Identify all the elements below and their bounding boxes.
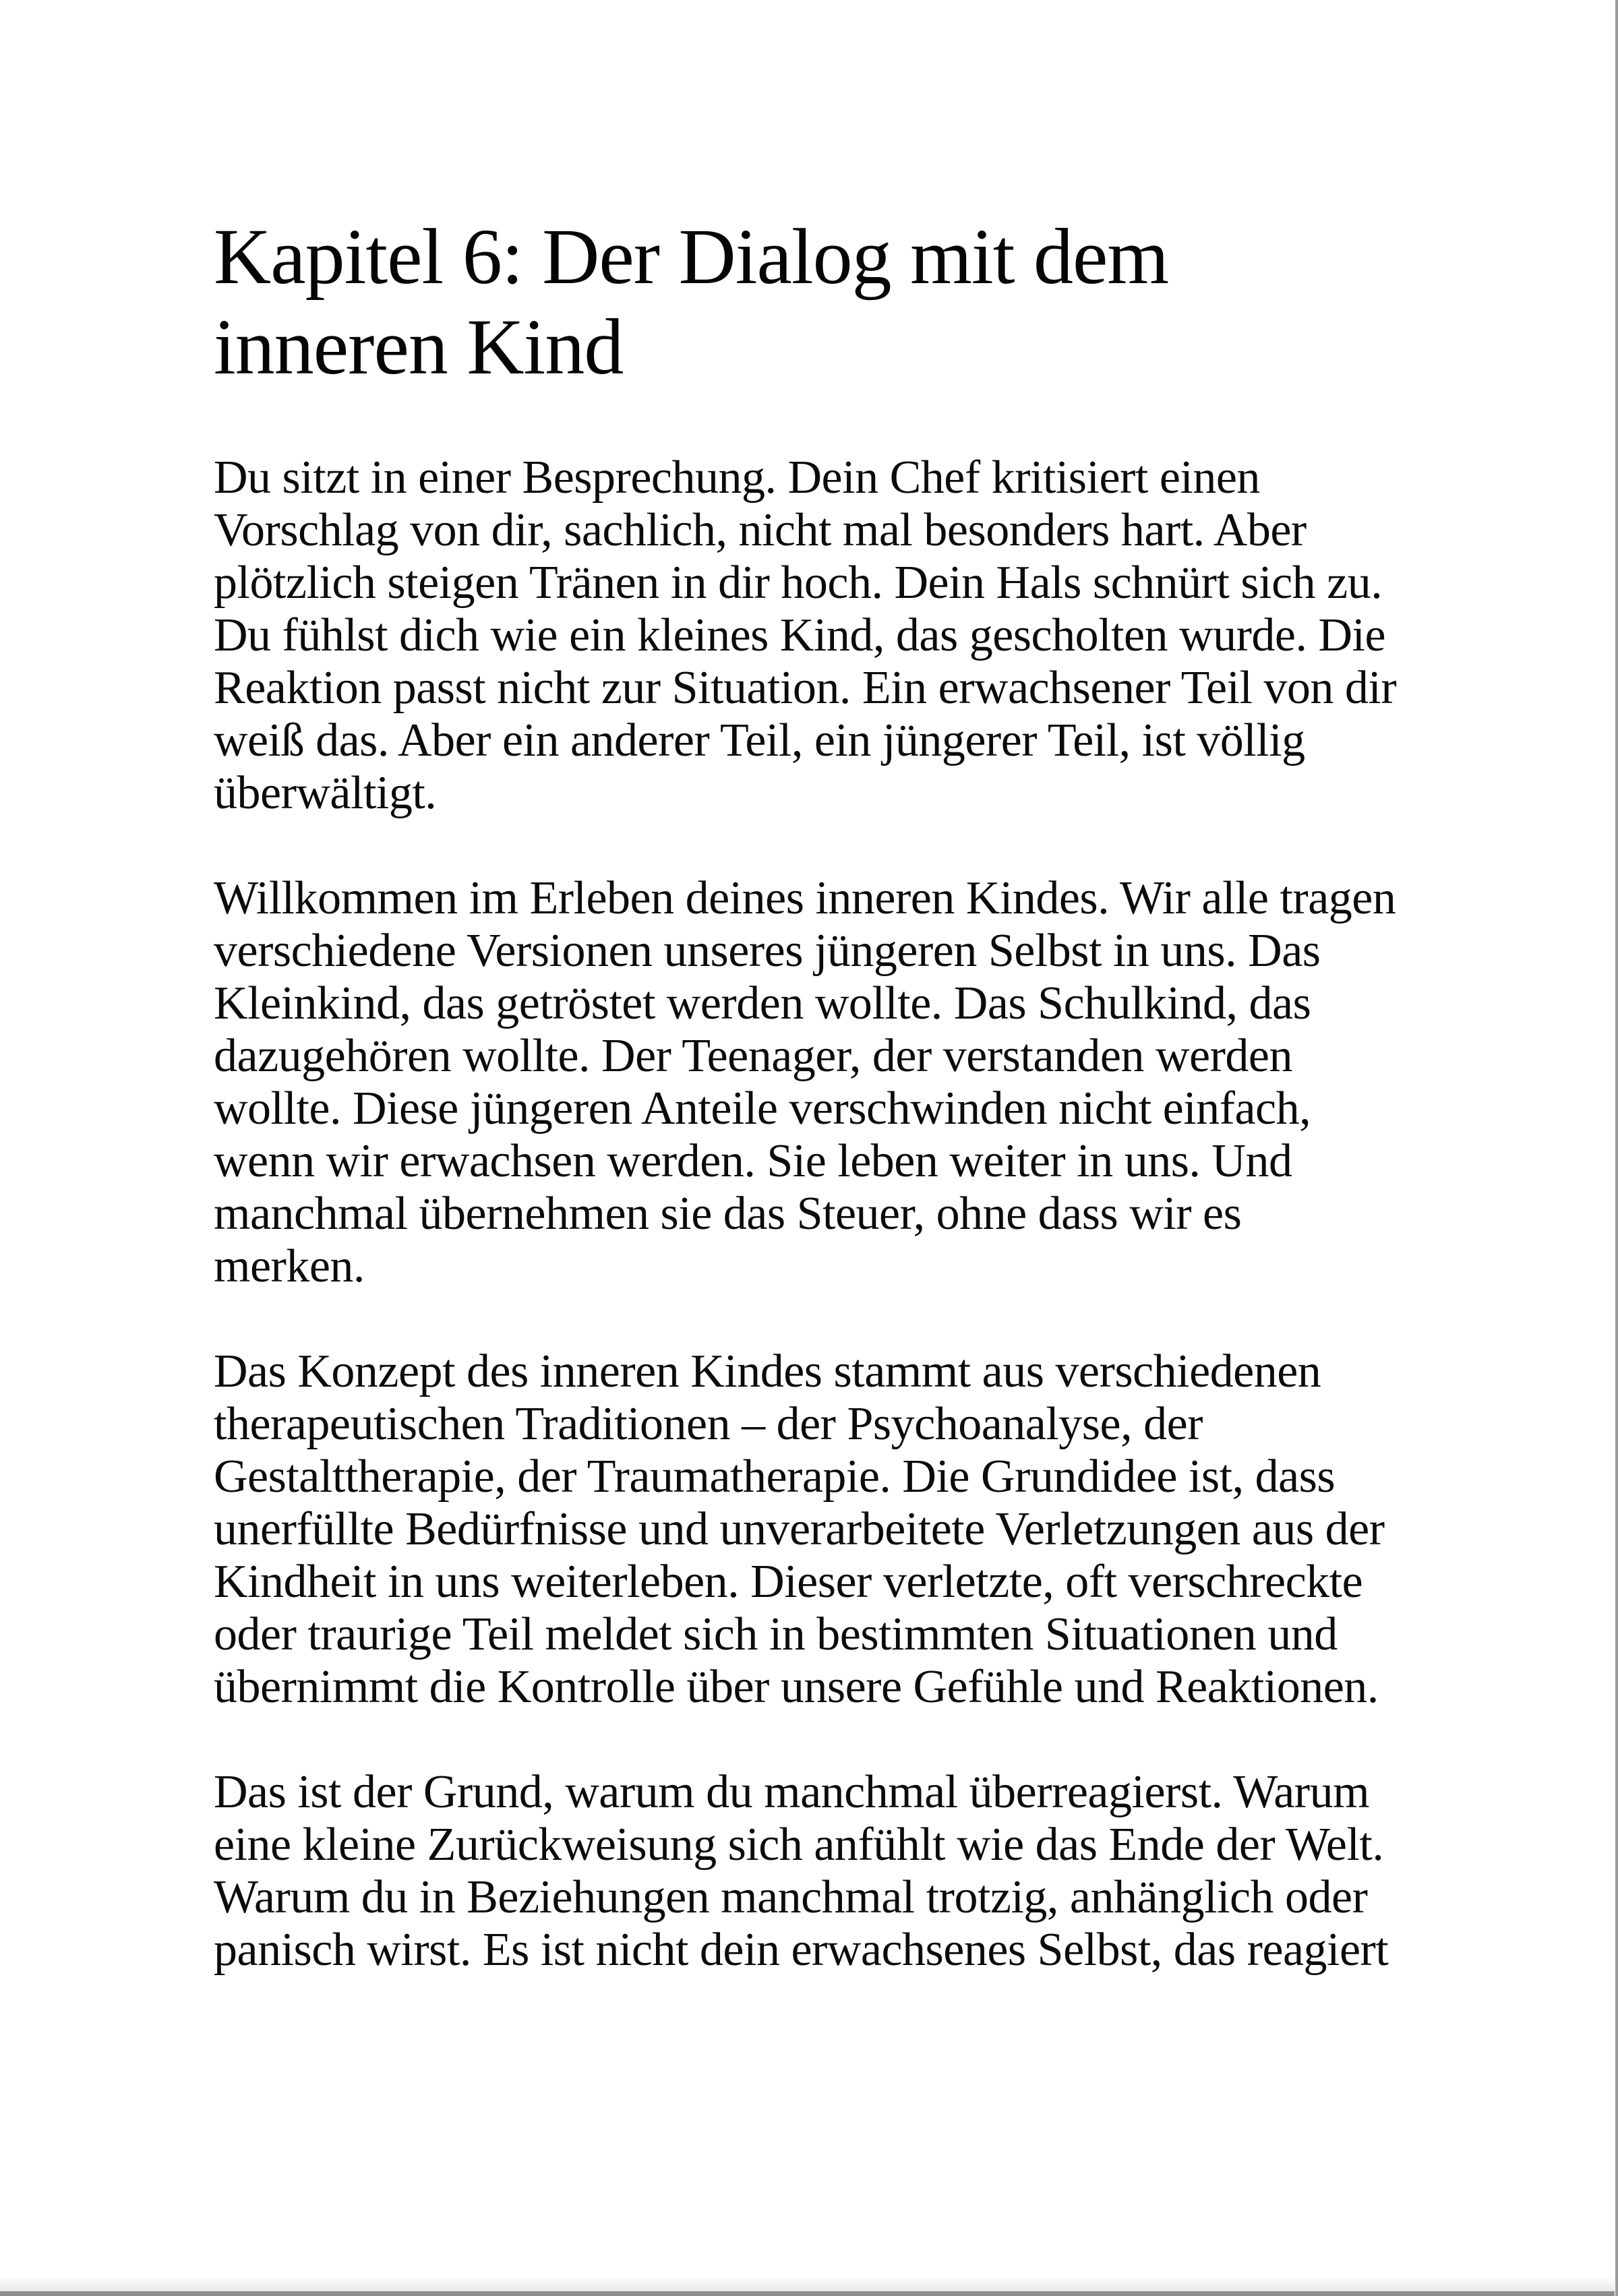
text-line: überwältigt. bbox=[214, 767, 437, 819]
text-line: Willkommen im Erleben deines inneren Kindes. Wir alle tragen bbox=[214, 872, 1396, 924]
window-right-border bbox=[1615, 0, 1618, 2296]
title-line: inneren Kind bbox=[214, 303, 624, 391]
chapter-title bbox=[214, 212, 1409, 392]
text-line: manchmal übernehmen sie das Steuer, ohne dass wir es bbox=[214, 1188, 1242, 1240]
text-line: eine kleine Zurückweisung sich anfühlt wie das Ende der Welt. bbox=[214, 1819, 1384, 1871]
text-line: therapeutischen Traditionen – der Psychoanalyse, der bbox=[214, 1398, 1203, 1450]
text-line: übernimmt die Kontrolle über unsere Gefühle und Reaktionen. bbox=[214, 1661, 1379, 1713]
paragraph bbox=[214, 1766, 1409, 1976]
text-line: plötzlich steigen Tränen in dir hoch. Dein Hals schnürt sich zu. bbox=[214, 557, 1383, 609]
text-line: Warum du in Beziehungen manchmal trotzig, anhänglich oder bbox=[214, 1871, 1368, 1923]
title-line: Kapitel 6: Der Dialog mit dem bbox=[214, 212, 1169, 301]
window-bottom-edge bbox=[0, 2291, 1618, 2296]
text-line: Das Konzept des inneren Kindes stammt aus verschiedenen bbox=[214, 1346, 1321, 1397]
text-line: Gestalttherapie, der Traumatherapie. Die Grundidee ist, dass bbox=[214, 1451, 1336, 1503]
text-line: Kleinkind, das getröstet werden wollte. Das Schulkind, das bbox=[214, 977, 1311, 1029]
window-bottom-fade bbox=[0, 2276, 1618, 2291]
text-line: wollte. Diese jüngeren Anteile verschwinden nicht einfach, bbox=[214, 1083, 1311, 1135]
text-line: panisch wirst. Es ist nicht dein erwachsenes Selbst, das reagiert bbox=[214, 1924, 1389, 1976]
text-line: unerfüllte Bedürfnisse und unverarbeitete Verletzungen aus der bbox=[214, 1503, 1385, 1555]
text-line: Du fühlst dich wie ein kleines Kind, das gescholten wurde. Die bbox=[214, 609, 1386, 661]
text-line: Das ist der Grund, warum du manchmal überreagierst. Warum bbox=[214, 1766, 1370, 1818]
paragraph bbox=[214, 872, 1409, 1293]
text-line: Du sitzt in einer Besprechung. Dein Chef kritisiert einen bbox=[214, 452, 1260, 504]
paragraph bbox=[214, 452, 1409, 820]
text-line: Kindheit in uns weiterleben. Dieser verletzte, oft verschreckte bbox=[214, 1556, 1363, 1608]
text-line: wenn wir erwachsen werden. Sie leben weiter in uns. Und bbox=[214, 1135, 1292, 1187]
paragraph bbox=[214, 1346, 1409, 1714]
text-line: dazugehören wollte. Der Teenager, der verstanden werden bbox=[214, 1030, 1292, 1082]
text-line: oder traurige Teil meldet sich in bestimmten Situationen und bbox=[214, 1608, 1338, 1660]
text-line: Reaktion passt nicht zur Situation. Ein erwachsener Teil von dir bbox=[214, 662, 1397, 714]
text-line: merken. bbox=[214, 1240, 365, 1292]
text-line: verschiedene Versionen unseres jüngeren Selbst in uns. Das bbox=[214, 925, 1321, 977]
text-line: Vorschlag von dir, sachlich, nicht mal besonders hart. Aber bbox=[214, 504, 1307, 556]
text-line: weiß das. Aber ein anderer Teil, ein jüngerer Teil, ist völlig bbox=[214, 715, 1305, 766]
